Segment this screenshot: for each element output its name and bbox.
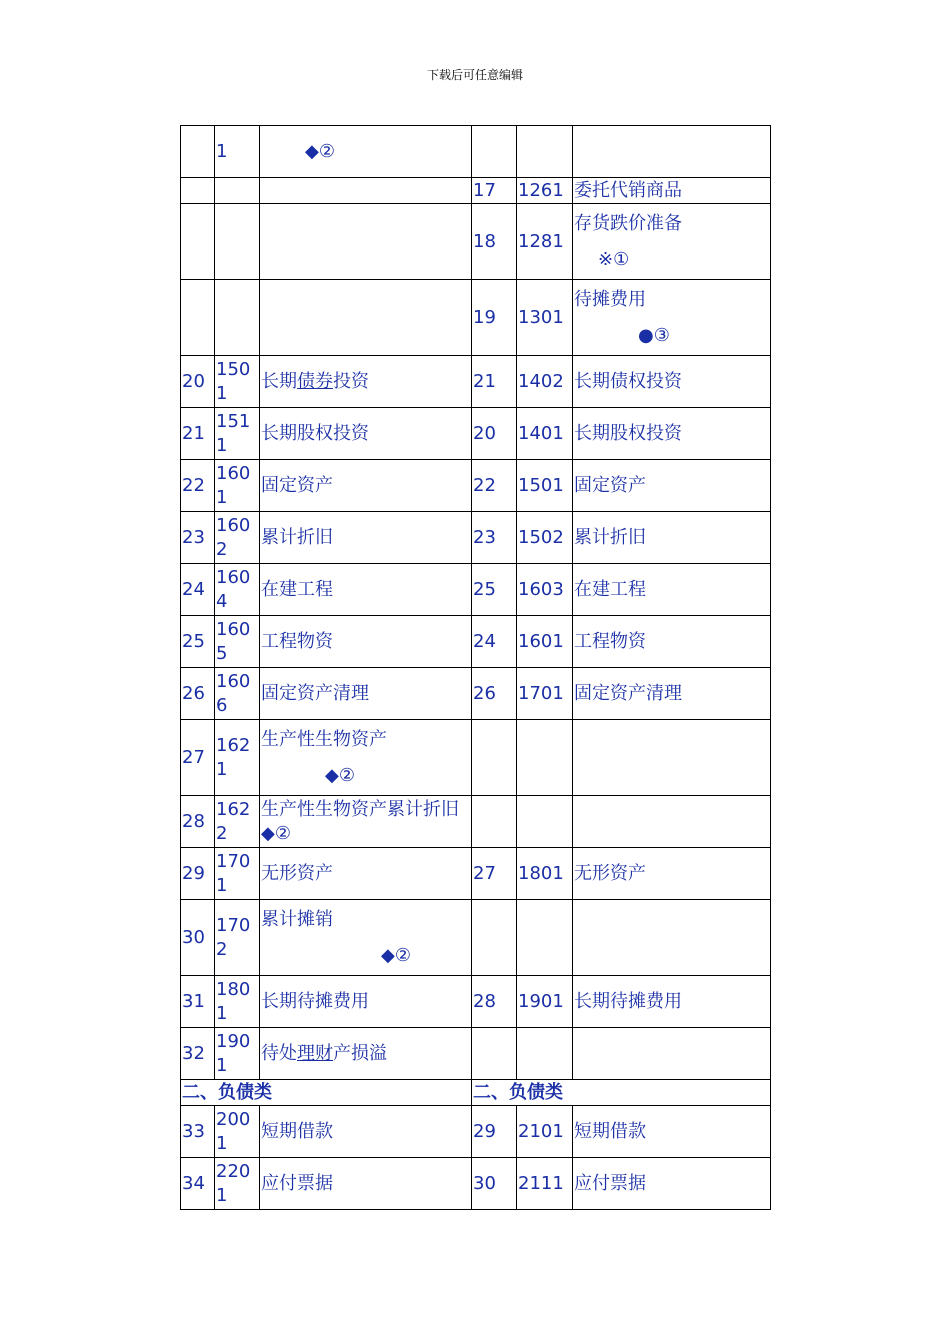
left-code: 1602 [215,512,260,564]
left-code [215,178,260,204]
left-code: 1701 [215,848,260,900]
left-code: 2001 [215,1106,260,1158]
right-name [573,126,771,178]
right-code: 1402 [517,356,573,408]
right-code: 1502 [517,512,573,564]
left-name [260,178,472,204]
left-name-part: 投资 [333,370,369,392]
left-code: 1621 [215,720,260,796]
left-code: 1604 [215,564,260,616]
table-row [181,976,771,1028]
page-header: 下载后可任意编辑 [426,68,523,82]
table-row [181,616,771,668]
right-no: 24 [472,616,517,668]
left-name: 短期借款 [260,1106,472,1158]
right-no: 23 [472,512,517,564]
right-code [517,900,573,976]
left-no [181,280,215,356]
right-code: 1901 [517,976,573,1028]
left-name: 固定资产清理 [260,668,472,720]
right-name [573,796,771,848]
left-name-part: 产损溢 [333,1042,387,1064]
right-code [517,126,573,178]
right-name: 长期债权投资 [573,356,771,408]
right-name: 工程物资 [573,616,771,668]
table-row [181,668,771,720]
right-name: 无形资产 [573,848,771,900]
right-name [573,1028,771,1080]
right-code: 2101 [517,1106,573,1158]
left-name: 长期待摊费用 [260,976,472,1028]
table-row [181,564,771,616]
right-no: 21 [472,356,517,408]
left-name-text: 生产性生物资产 [261,728,387,750]
right-code: 1601 [517,616,573,668]
left-name-underlined: 债券 [297,370,333,392]
table-row [181,408,771,460]
left-name-text: 生产性生物资产累计折旧 [261,798,459,820]
right-code: 1301 [517,280,573,356]
right-name-text: 存货跌价准备 [574,212,682,234]
left-code [215,280,260,356]
left-no: 23 [181,512,215,564]
table-row [181,178,771,204]
right-code [517,720,573,796]
left-no: 28 [181,796,215,848]
left-name [260,720,472,796]
left-no: 25 [181,616,215,668]
left-name [260,204,472,280]
right-name: 在建工程 [573,564,771,616]
left-mark: ◆② [305,140,335,162]
right-code: 1801 [517,848,573,900]
left-code: 1622 [215,796,260,848]
table-row [181,796,771,848]
table-row [181,126,771,178]
right-no: 27 [472,848,517,900]
left-mark: ◆② [381,944,411,966]
right-no [472,1028,517,1080]
table-row [181,900,771,976]
left-name: 长期股权投资 [260,408,472,460]
right-name [573,720,771,796]
right-no: 22 [472,460,517,512]
right-name: 固定资产 [573,460,771,512]
table-row [181,1106,771,1158]
left-code: 1511 [215,408,260,460]
table-row [181,280,771,356]
left-no: 27 [181,720,215,796]
right-no: 26 [472,668,517,720]
right-name: 短期借款 [573,1106,771,1158]
right-name: 固定资产清理 [573,668,771,720]
right-name-text: 待摊费用 [574,288,646,310]
left-code: 1801 [215,976,260,1028]
right-code: 1281 [517,204,573,280]
right-code: 1261 [517,178,573,204]
right-name: 委托代销商品 [573,178,771,204]
right-no [472,126,517,178]
left-code: 1605 [215,616,260,668]
left-name-text: 累计摊销 [261,908,333,930]
right-name [573,204,771,280]
right-mark: ※① [598,248,630,270]
table-row [181,512,771,564]
left-name-part: 待处 [261,1042,297,1064]
left-name [260,126,472,178]
right-code [517,1028,573,1080]
left-no: 29 [181,848,215,900]
right-code: 1401 [517,408,573,460]
left-name [260,356,472,408]
right-name: 长期待摊费用 [573,976,771,1028]
right-name: 累计折旧 [573,512,771,564]
left-code: 1702 [215,900,260,976]
left-no: 24 [181,564,215,616]
left-mark: ◆② [325,764,355,786]
left-name [260,900,472,976]
left-name-underlined: 理财 [297,1042,333,1064]
right-code [517,796,573,848]
right-no: 28 [472,976,517,1028]
left-name [260,1028,472,1080]
right-no [472,720,517,796]
right-name: 长期股权投资 [573,408,771,460]
left-name: 累计折旧 [260,512,472,564]
left-name [260,280,472,356]
right-name [573,280,771,356]
left-no: 30 [181,900,215,976]
section-row [181,1080,771,1106]
left-name: 应付票据 [260,1158,472,1210]
left-no [181,126,215,178]
left-code [215,204,260,280]
left-name: 工程物资 [260,616,472,668]
right-no [472,796,517,848]
table-row [181,720,771,796]
right-no [472,900,517,976]
left-no [181,178,215,204]
section-right: 二、负债类 [472,1080,771,1106]
table-row [181,356,771,408]
account-comparison-table [180,125,771,1210]
left-no: 20 [181,356,215,408]
left-no: 34 [181,1158,215,1210]
left-no: 33 [181,1106,215,1158]
right-code: 2111 [517,1158,573,1210]
left-code: 1606 [215,668,260,720]
left-code: 1901 [215,1028,260,1080]
right-mark: ●③ [638,324,670,346]
left-name [260,796,472,848]
right-no: 17 [472,178,517,204]
table-row [181,1028,771,1080]
right-no: 18 [472,204,517,280]
right-name: 应付票据 [573,1158,771,1210]
table-row [181,1158,771,1210]
left-mark: ◆② [261,822,291,844]
left-no: 21 [181,408,215,460]
right-no: 30 [472,1158,517,1210]
left-name-part: 长期 [261,370,297,392]
right-no: 29 [472,1106,517,1158]
right-code: 1501 [517,460,573,512]
left-code: 2201 [215,1158,260,1210]
left-no: 22 [181,460,215,512]
table-row [181,204,771,280]
table-row [181,460,771,512]
right-no: 19 [472,280,517,356]
left-name: 在建工程 [260,564,472,616]
section-left: 二、负债类 [181,1080,472,1106]
left-code: 1501 [215,356,260,408]
left-no: 26 [181,668,215,720]
right-name [573,900,771,976]
right-code: 1603 [517,564,573,616]
right-code: 1701 [517,668,573,720]
table-row [181,848,771,900]
left-no [181,204,215,280]
right-no: 20 [472,408,517,460]
left-name: 无形资产 [260,848,472,900]
left-name: 固定资产 [260,460,472,512]
right-no: 25 [472,564,517,616]
left-no: 31 [181,976,215,1028]
left-code: 1 [215,126,260,178]
left-no: 32 [181,1028,215,1080]
left-code: 1601 [215,460,260,512]
